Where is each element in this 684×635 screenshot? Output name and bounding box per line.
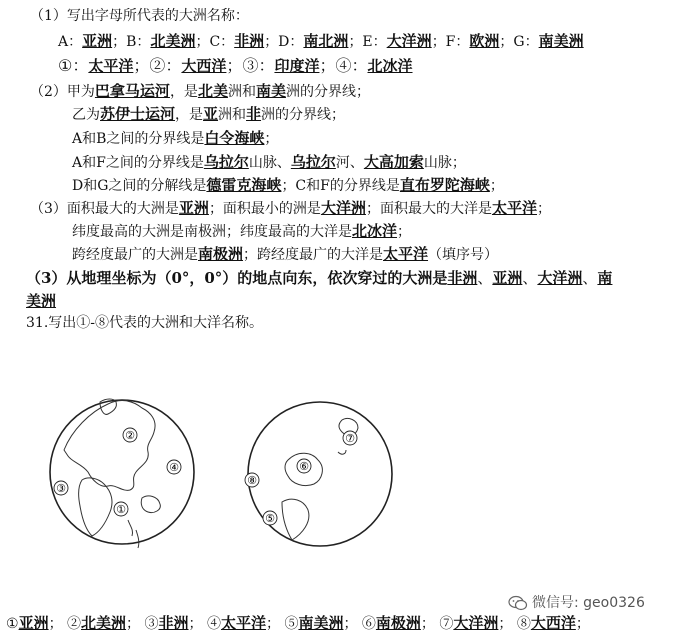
q2-line1: （2）甲为巴拿马运河，是北美洲和南美洲的分界线；	[30, 82, 370, 100]
ocean-1: 太平洋	[88, 57, 134, 75]
svg-text:④: ④	[169, 461, 179, 474]
svg-text:①: ①	[116, 503, 126, 516]
q3-line1: （3）面积最大的大洲是亚洲；面积最小的洲是大洋洲；面积最大的大洋是太平洋；	[30, 199, 551, 217]
q3-line2: 纬度最高的大洲是南极洲；纬度最高的大洋是北冰洋；	[72, 222, 412, 240]
svg-text:③: ③	[56, 482, 66, 495]
q3-line3: 跨经度最广的大洲是南极洲；跨经度最广的大洋是太平洋（填序号）	[72, 245, 499, 263]
wechat-icon	[508, 595, 528, 611]
svg-text:⑦: ⑦	[345, 432, 355, 445]
q2-line5: D和G之间的分解线是德雷克海峡；C和F的分界线是直布罗陀海峡；	[72, 176, 504, 194]
svg-text:⑥: ⑥	[299, 460, 309, 473]
answer-F: 欧洲	[469, 32, 500, 50]
answer-B: 北美洲	[150, 32, 196, 50]
map-label-2	[123, 428, 137, 442]
q1-row2: ①：太平洋；②：大西洋；③：印度洋；④：北冰洋	[58, 56, 413, 75]
map-label-3	[54, 481, 68, 495]
answer-C: 非洲	[234, 32, 265, 50]
answer-D: 南北洲	[303, 32, 349, 50]
q2-line2: 乙为苏伊士运河，是亚洲和非洲的分界线；	[72, 105, 346, 123]
ocean-4: 北冰洋	[367, 57, 413, 75]
answer-G: 南美洲	[538, 32, 584, 50]
map-label-8	[245, 473, 259, 487]
q1-row1: A：亚洲；B：北美洲；C：非洲；D：南北洲；E：大洋洲；F：欧洲；G：南美洲	[58, 32, 584, 50]
hemisphere-map-figure	[42, 380, 394, 568]
map-label-5	[263, 511, 277, 525]
svg-text:⑤: ⑤	[265, 512, 275, 525]
map-label-1	[114, 502, 128, 516]
ocean-2: 大西洋	[181, 57, 227, 75]
q4-line1: （3）从地理坐标为（0°，0°）的地点向东，依次穿过的大洲是非洲、亚洲、大洋洲、南	[26, 269, 613, 287]
q31-title: 31.写出①-⑧代表的大洲和大洋名称。	[26, 315, 263, 331]
q2-line4: A和F之间的分界线是乌拉尔山脉、乌拉尔河、大高加索山脉；	[72, 153, 466, 171]
answers-line: ①亚洲； ②北美洲； ③非洲； ④太平洋； ⑤南美洲； ⑥南极洲； ⑦大洋洲； ⑧大西洋；	[6, 614, 590, 632]
svg-text:②: ②	[125, 429, 135, 442]
q4-line2: 美洲	[26, 292, 57, 310]
ocean-3: 印度洋	[274, 57, 320, 75]
q1-title: （1）写出字母所代表的大洲名称：	[30, 8, 249, 24]
map-label-7	[343, 431, 357, 445]
map-label-4	[167, 460, 181, 474]
answer-A: 亚洲	[82, 32, 113, 50]
answer-E: 大洋洲	[386, 32, 432, 50]
svg-text:⑧: ⑧	[247, 474, 257, 487]
wechat-watermark: 微信号: geo0326	[508, 592, 645, 612]
map-label-6	[297, 459, 311, 473]
q2-line3: A和B之间的分界线是白令海峡；	[72, 129, 279, 147]
